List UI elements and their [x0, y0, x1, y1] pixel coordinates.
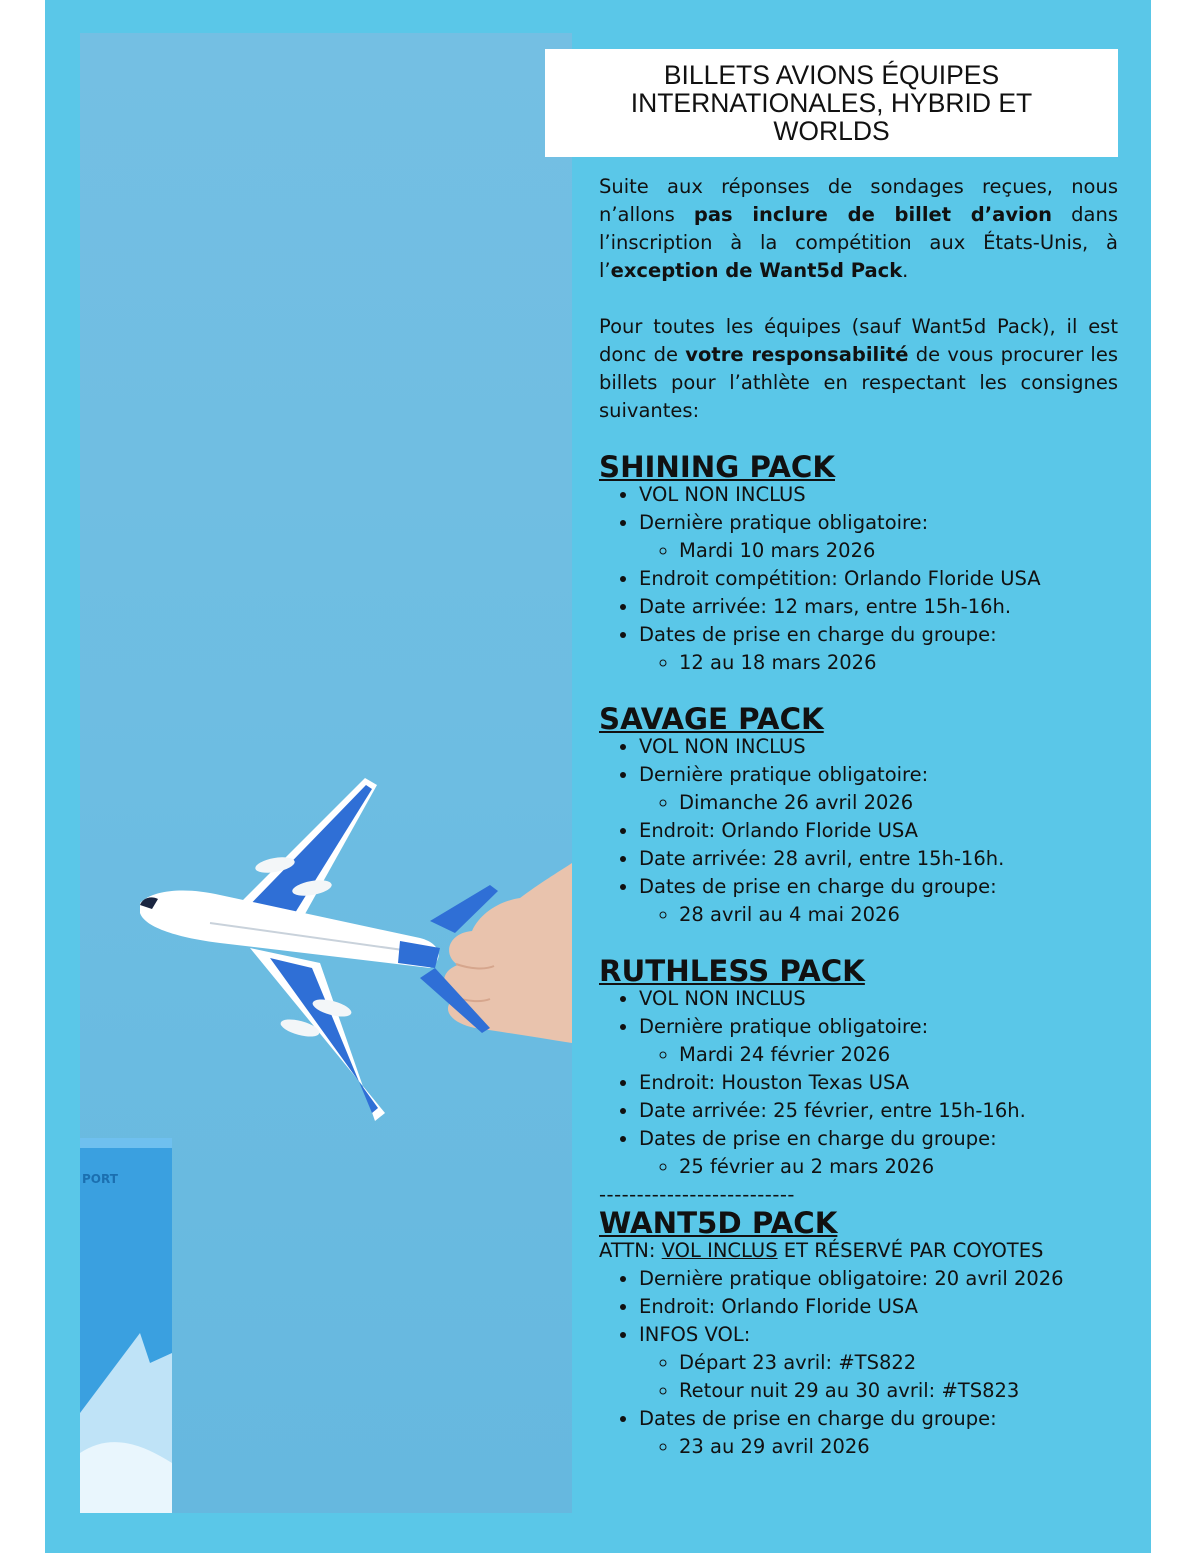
attn-label: ATTN:: [599, 1239, 662, 1262]
list-item: [639, 1265, 1118, 1293]
list-item-label: Dates de prise en charge du groupe:: [639, 1127, 997, 1150]
list-item: [639, 873, 1118, 929]
intro-text: .: [902, 259, 909, 282]
list-item: [639, 621, 1118, 677]
savage-list: [599, 733, 1118, 929]
sub-list-item: ◦ 28 avril au 4 mai 2026: [679, 901, 1118, 929]
section-title-shining: SHINING PACK: [599, 450, 835, 484]
intro-emphasis: exception de Want5d Pack: [610, 259, 903, 282]
list-item: [639, 1125, 1118, 1181]
content-column: [599, 173, 1118, 1461]
intro-paragraph-2: [599, 313, 1118, 425]
list-item-label: Dates de prise en charge du groupe:: [639, 875, 997, 898]
sub-list-item: ◦ Mardi 24 février 2026: [679, 1041, 1118, 1069]
list-item: [639, 761, 1118, 817]
section-divider: --------------------------: [599, 1183, 795, 1206]
list-item: [639, 1405, 1118, 1461]
sub-list-item: ◦ Mardi 10 mars 2026: [679, 537, 1118, 565]
list-item: • VOL NON INCLUS: [639, 481, 1118, 509]
intro-text: Suite aux réponses de sondages reçues, nous n’allons: [599, 175, 1118, 226]
intro-text: dans l’inscription à la compétition aux États-Unis, à l’: [599, 203, 1118, 282]
sub-list-item: ◦ 12 au 18 mars 2026: [679, 649, 1118, 677]
list-item: • Date arrivée: 12 mars, entre 15h-16h.: [639, 593, 1118, 621]
page-title: BILLETS AVIONS ÉQUIPES INTERNATIONALES, HYBRID ET WORLDS: [630, 60, 1033, 146]
ruthless-list: [599, 985, 1118, 1181]
list-item: [639, 1013, 1118, 1069]
intro-text: de vous procurer les billets pour l’athlète en respectant les consignes suivantes:: [599, 343, 1118, 422]
list-item-label: Dernière pratique obligatoire:: [639, 763, 929, 786]
intro-emphasis: votre responsabilité: [685, 343, 909, 366]
sub-list-item: ◦ Retour nuit 29 au 30 avril: #TS823: [679, 1377, 1118, 1405]
list-item: • Date arrivée: 28 avril, entre 15h-16h.: [639, 845, 1118, 873]
list-item: • VOL NON INCLUS: [639, 733, 1118, 761]
list-item: • Date arrivée: 25 février, entre 15h-16h.: [639, 1097, 1118, 1125]
list-item-label: Dernière pratique obligatoire:: [639, 1015, 929, 1038]
section-title-savage: SAVAGE PACK: [599, 702, 824, 736]
list-item: • Endroit: Orlando Floride USA: [639, 817, 1118, 845]
list-item-label: • Dernière pratique obligatoire: 20 avril 2026: [639, 1267, 1064, 1290]
list-item-label: Dates de prise en charge du groupe:: [639, 623, 997, 646]
list-item: • Endroit: Orlando Floride USA: [639, 1293, 1118, 1321]
section-title-ruthless: RUTHLESS PACK: [599, 954, 865, 988]
intro-paragraph-1: [599, 173, 1118, 285]
list-item: [639, 509, 1118, 565]
sub-list-item: ◦ Dimanche 26 avril 2026: [679, 789, 1118, 817]
want5d-attn: [599, 1237, 1118, 1265]
attn-text: ET RÉSERVÉ PAR COYOTES: [777, 1239, 1044, 1262]
list-item: • Endroit compétition: Orlando Floride USA: [639, 565, 1118, 593]
sub-list-item: ◦ 23 au 29 avril 2026: [679, 1433, 1118, 1461]
attn-emphasis: VOL INCLUS: [661, 1239, 778, 1262]
shining-list: [599, 481, 1118, 677]
list-item-label: Dernière pratique obligatoire:: [639, 511, 929, 534]
list-item-label: INFOS VOL:: [639, 1323, 751, 1346]
list-item: • Endroit: Houston Texas USA: [639, 1069, 1118, 1097]
title-box: [545, 49, 1118, 157]
section-title-want5d: WANT5D PACK: [599, 1206, 838, 1240]
airplane-photo: [80, 33, 572, 1513]
airplane-illustration: [80, 33, 572, 1513]
list-item-label: Dates de prise en charge du groupe:: [639, 1407, 997, 1430]
intro-emphasis: pas inclure de billet d’avion: [693, 203, 1053, 226]
intro-text: Pour toutes les équipes (sauf Want5d Pack), il est donc de: [599, 315, 1118, 366]
sub-list-item: ◦ 25 février au 2 mars 2026: [679, 1153, 1118, 1181]
sub-list-item: ◦ Départ 23 avril: #TS822: [679, 1349, 1118, 1377]
list-item: • VOL NON INCLUS: [639, 985, 1118, 1013]
want5d-list: [599, 1265, 1118, 1461]
passport-text: PORT: [82, 1172, 118, 1186]
list-item: [639, 1321, 1118, 1405]
